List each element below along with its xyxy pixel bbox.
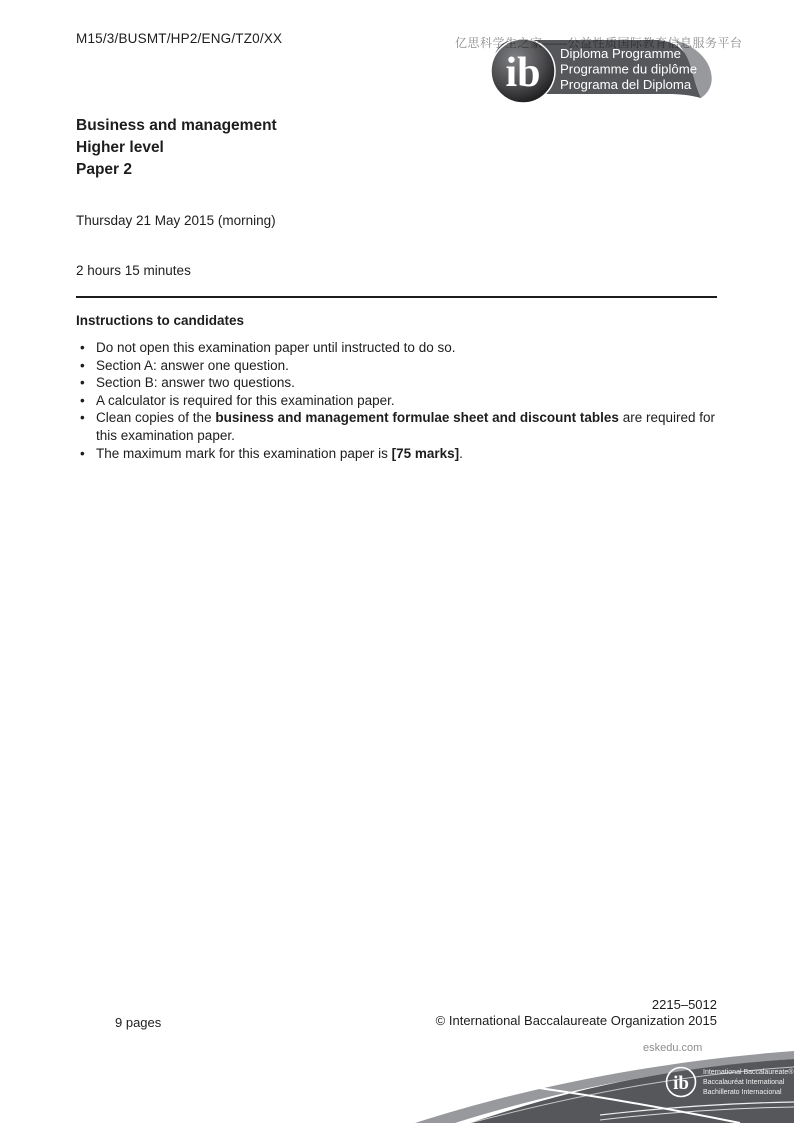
bullet-glyph: •	[80, 392, 85, 408]
paper-number: 2215–5012	[651, 997, 717, 1012]
instruction-text: Do not open this examination paper until instructed to do so.	[96, 340, 456, 355]
site-watermark: eskedu.com	[643, 1042, 703, 1054]
instruction-text: Section A: answer one question.	[96, 357, 289, 373]
instruction-text: A calculator is required for this examination paper.	[96, 392, 395, 408]
instruction-text: are required for this examination paper.	[96, 410, 715, 443]
instructions-heading: Instructions to candidates	[76, 313, 245, 328]
footer-ib-line-2: Baccalauréat International	[703, 1079, 785, 1086]
banner-line-3: Programa del Diploma	[560, 77, 692, 92]
footer-ib-monogram: ib	[673, 1073, 689, 1094]
subject-title: Business and management	[76, 117, 277, 134]
bullet-glyph: •	[80, 445, 85, 461]
footer-right-block	[436, 997, 717, 1029]
instruction-item	[76, 409, 721, 444]
instructions-list	[76, 339, 721, 462]
instruction-text-bold: [75 marks]	[391, 445, 460, 461]
instruction-text: Clean copies of the	[96, 410, 216, 426]
instruction-text: Section B: answer two questions.	[96, 375, 295, 391]
instruction-item	[76, 374, 721, 392]
instruction-item	[76, 392, 721, 410]
exam-date: Thursday 21 May 2015 (morning)	[76, 213, 276, 228]
bullet-glyph: •	[80, 357, 85, 373]
paper-title: Paper 2	[76, 161, 133, 178]
instruction-item	[76, 357, 721, 375]
ib-monogram: ib	[505, 50, 541, 96]
chinese-watermark: 亿思科学生之家——公益性质国际教育信息服务平台	[455, 36, 743, 50]
copyright-line: © International Baccalaureate Organization 2015	[435, 1013, 717, 1028]
pages-note: 9 pages	[115, 1015, 162, 1030]
banner-line-2: Programme du diplôme	[560, 61, 698, 77]
ib-footer-swoosh	[0, 1033, 794, 1123]
instruction-text-bold: business and management formulae sheet and discount tables	[215, 410, 619, 426]
title-block	[76, 115, 277, 181]
bullet-glyph: •	[80, 410, 85, 426]
instruction-item	[76, 445, 721, 463]
footer-ib-line-3: Bachillerato Internacional	[703, 1089, 782, 1096]
horizontal-rule	[76, 296, 717, 298]
instructions-section	[76, 313, 721, 462]
exam-duration: 2 hours 15 minutes	[76, 263, 191, 278]
level-title: Higher level	[76, 139, 164, 156]
paper-code: M15/3/BUSMT/HP2/ENG/TZ0/XX	[76, 31, 283, 46]
instruction-text: The maximum mark for this examination paper is	[96, 445, 392, 461]
bullet-glyph: •	[80, 340, 85, 355]
instruction-item	[76, 339, 721, 357]
footer-ib-line-1: International Baccalaureate®	[703, 1069, 794, 1076]
banner-line-1: Diploma Programme	[560, 46, 681, 61]
bullet-glyph: •	[80, 375, 85, 391]
instruction-text: .	[459, 445, 463, 461]
